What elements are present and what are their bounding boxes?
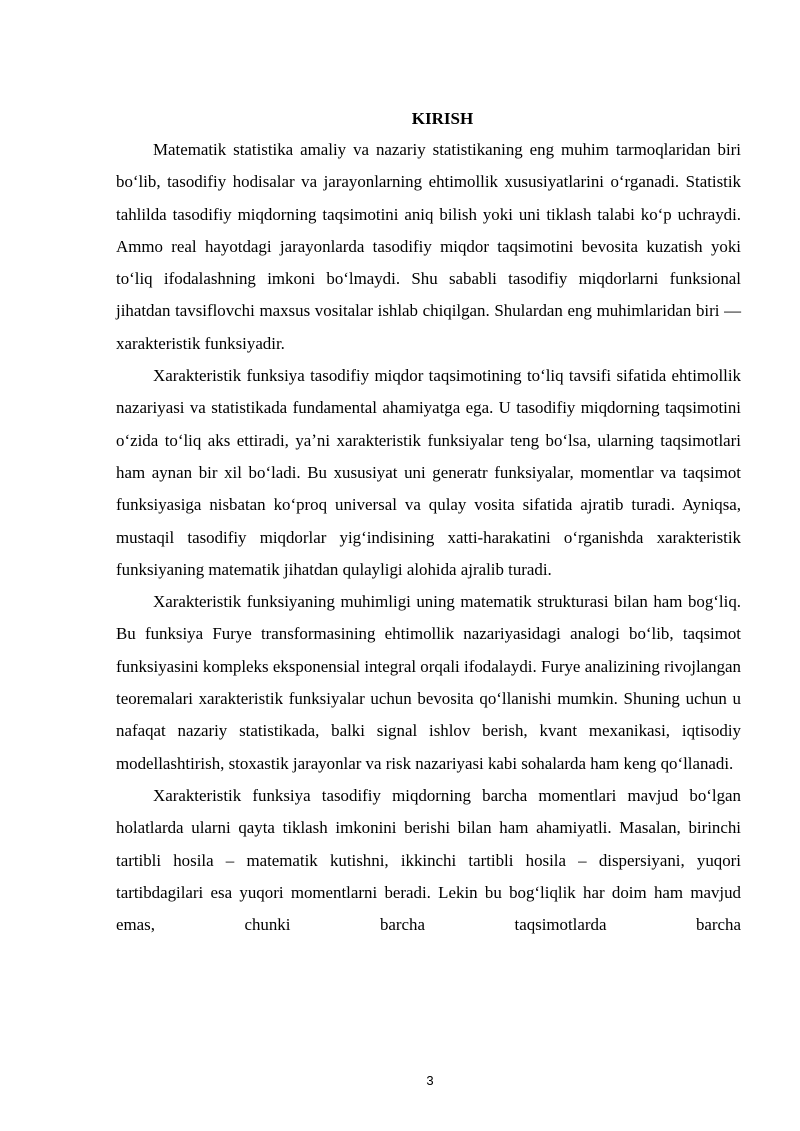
document-page	[116, 104, 741, 941]
paragraph-2: Xarakteristik funksiya tasodifiy miqdor taqsimotining toʻliq tavsifi sifatida ehtimollik nazariyasi va statistikada fundamental ahamiyatga ega. U tasodifiy miqdorning taqsimotini oʻzida toʻliq aks ettiradi, yaʼni xarakteristik funksiyalar teng boʻlsa, ularning taqsimotlari ham aynan bir xil boʻladi. Bu xususiyat uni generatr funksiyalar, momentlar va taqsimot funksiyasiga nisbatan koʻproq universal va qulay vosita sifatida ajratib turadi. Ayniqsa, mustaqil tasodifiy miqdorlar yigʻindisining xatti-harakatini oʻrganishda xarakteristik funksiyaning matematik jihatdan qulayligi alohida ajralib turadi.	[116, 366, 741, 579]
paragraph-3: Xarakteristik funksiyaning muhimligi uning matematik strukturasi bilan ham bogʻliq. Bu funksiya Furye transformasining ehtimollik nazariyasidagi analogi boʻlib, taqsimot funksiyasini kompleks eksponensial integral orqali ifodalaydi. Furye analizining rivojlangan teoremalari xarakteristik funksiyalar uchun bevosita qoʻllanishi mumkin. Shuning uchun u nafaqat nazariy statistikada, balki signal ishlov berish, kvant mexanikasi, iqtisodiy modellashtirish, stoxastik jarayonlar va risk nazariyasi kabi sohalarda ham keng qoʻllanadi.	[116, 592, 741, 773]
paragraph-4: Xarakteristik funksiya tasodifiy miqdorning barcha momentlari mavjud boʻlgan holatlarda ularni qayta tiklash imkonini berishi bilan ham ahamiyatli. Masalan, birinchi tartibli hosila – matematik kutishni, ikkinchi tartibli hosila – dispersiyani, yuqori tartibdagilari esa yuqori momentlarni beradi. Lekin bu bogʻliqlik har doim ham mavjud emas, chunki barcha taqsimotlarda barcha	[116, 785, 741, 935]
page-number: 3	[426, 1073, 434, 1088]
section-title: KIRISH	[411, 109, 474, 128]
paragraph-1: Matematik statistika amaliy va nazariy statistikaning eng muhim tarmoqlaridan biri boʻlib, tasodifiy hodisalar va jarayonlarning ehtimollik xususiyatlarini oʻrganadi. Statistik tahlilda tasodifiy miqdorning taqsimotini aniq bilish yoki uni tiklash talabi koʻp uchraydi. Ammo real hayotdagi jarayonlarda tasodifiy miqdor taqsimotini bevosita kuzatish yoki toʻliq ifodalashning imkoni boʻlmaydi. Shu sababli tasodifiy miqdorlarni funksional jihatdan tavsiflovchi maxsus vositalar ishlab chiqilgan. Shulardan eng muhimlaridan biri — xarakteristik funksiyadir.	[116, 140, 741, 353]
